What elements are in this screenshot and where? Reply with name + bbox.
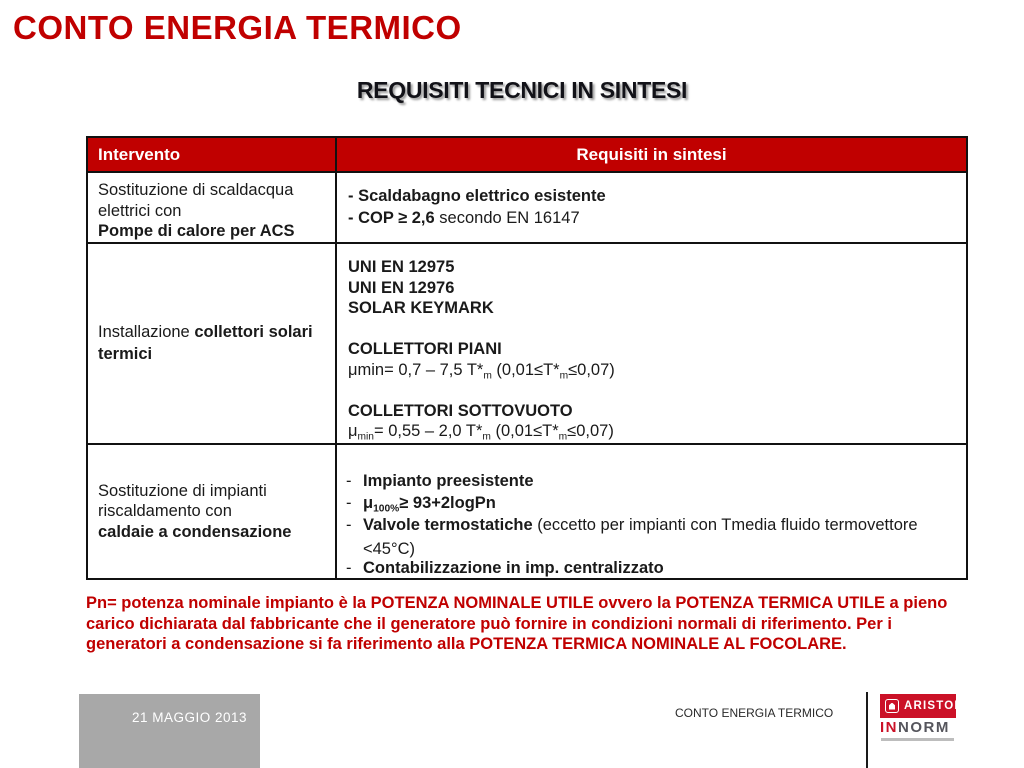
table-header-row xyxy=(88,138,966,171)
table-cell-requisiti-1 xyxy=(337,173,966,242)
requirements-table xyxy=(86,136,968,580)
text-line: - $\mu_{100\%}\ge$ 93+2logPn xyxy=(337,491,966,513)
innorm-tagline-bar xyxy=(881,738,954,741)
footer-date: 21 MAGGIO 2013 xyxy=(131,710,247,725)
table-cell-intervento-1 xyxy=(88,173,337,242)
ariston-house-icon xyxy=(885,699,899,713)
innorm-norm-text: NORM xyxy=(898,719,950,736)
note-paragraph: Pn= potenza nominale impianto è la POTENZA NOMINALE UTILE ovvero la POTENZA TERMICA UTILE a pieno carico dichiarata dal fabbricante che il generatore può fornire in condizioni normali di riferimento. Per i generatori a condensazione si fa riferimento alla POTENZA TERMICA NOMINALE AL FOCOLARE. xyxy=(86,594,948,653)
table-row xyxy=(88,171,966,242)
text-line: - Valvole termostatiche (eccetto per impianti con Tmedia fluido termovettore <45°C) xyxy=(337,513,966,557)
text-line xyxy=(348,319,966,340)
text-line: - COP ≥ 2,6 secondo EN 16147 xyxy=(348,208,580,227)
text-line: - Impianto preesistente xyxy=(337,469,966,491)
text-line: riscaldamento con xyxy=(98,502,232,521)
text-line: Sostituzione di impianti xyxy=(98,481,267,500)
text-line: μmin= 0,7 – 7,5 $T*_m$ $(0,01\le T*_m\le 0,07)$ xyxy=(348,360,615,382)
table-header-requisiti: Requisiti in sintesi xyxy=(576,144,727,164)
text-line: caldaie a condensazione xyxy=(98,522,292,541)
text-line: Pompe di calore per ACS xyxy=(98,222,295,241)
text-line: Installazione collettori solari xyxy=(98,323,313,341)
footer-date-box xyxy=(79,694,260,768)
table-cell-requisiti-2 xyxy=(337,244,966,443)
text-line: UNI EN 12976 xyxy=(348,278,455,297)
table-cell-intervento-2 xyxy=(88,244,337,443)
ariston-logo xyxy=(880,694,964,718)
slide-subtitle: REQUISITI TECNICI IN SINTESI xyxy=(356,77,688,103)
table-cell-intervento-3 xyxy=(88,445,337,578)
text-line: COLLETTORI SOTTOVUOTO xyxy=(348,401,573,420)
footer-slide-title: CONTO ENERGIA TERMICO xyxy=(675,706,834,720)
page-title: CONTO ENERGIA TERMICO xyxy=(13,9,462,46)
bullet-dash: - xyxy=(346,559,352,578)
text-line: Sostituzione di scaldacqua xyxy=(98,181,294,199)
text-line: SOLAR KEYMARK xyxy=(348,299,494,317)
text-line xyxy=(348,380,966,401)
footer-divider-line xyxy=(866,692,868,768)
text-line: $\mu_{min}= 0,55 - 2,0$ $T*_m$ $(0,01\le T*_m\le 0,07)$ xyxy=(348,422,614,443)
table-row xyxy=(88,242,966,443)
table-cell-requisiti-3 xyxy=(337,445,966,578)
table-row xyxy=(88,443,966,578)
table-header-intervento: Intervento xyxy=(88,138,337,171)
innorm-logo xyxy=(880,719,956,737)
text-line: elettrici con xyxy=(98,201,182,220)
text-line: - Scaldabagno elettrico esistente xyxy=(348,187,606,205)
bullet-dash: - xyxy=(346,493,352,512)
text-line: UNI EN 12975 xyxy=(348,258,455,276)
ariston-label: ARISTON xyxy=(904,700,964,712)
text-line: COLLETTORI PIANI xyxy=(348,340,502,358)
innorm-in-text: IN xyxy=(880,719,898,736)
text-line: termici xyxy=(98,344,153,363)
text-line: - Contabilizzazione in imp. centralizzato xyxy=(337,556,966,578)
bullet-dash: - xyxy=(346,472,352,490)
bullet-dash: - xyxy=(346,515,352,534)
